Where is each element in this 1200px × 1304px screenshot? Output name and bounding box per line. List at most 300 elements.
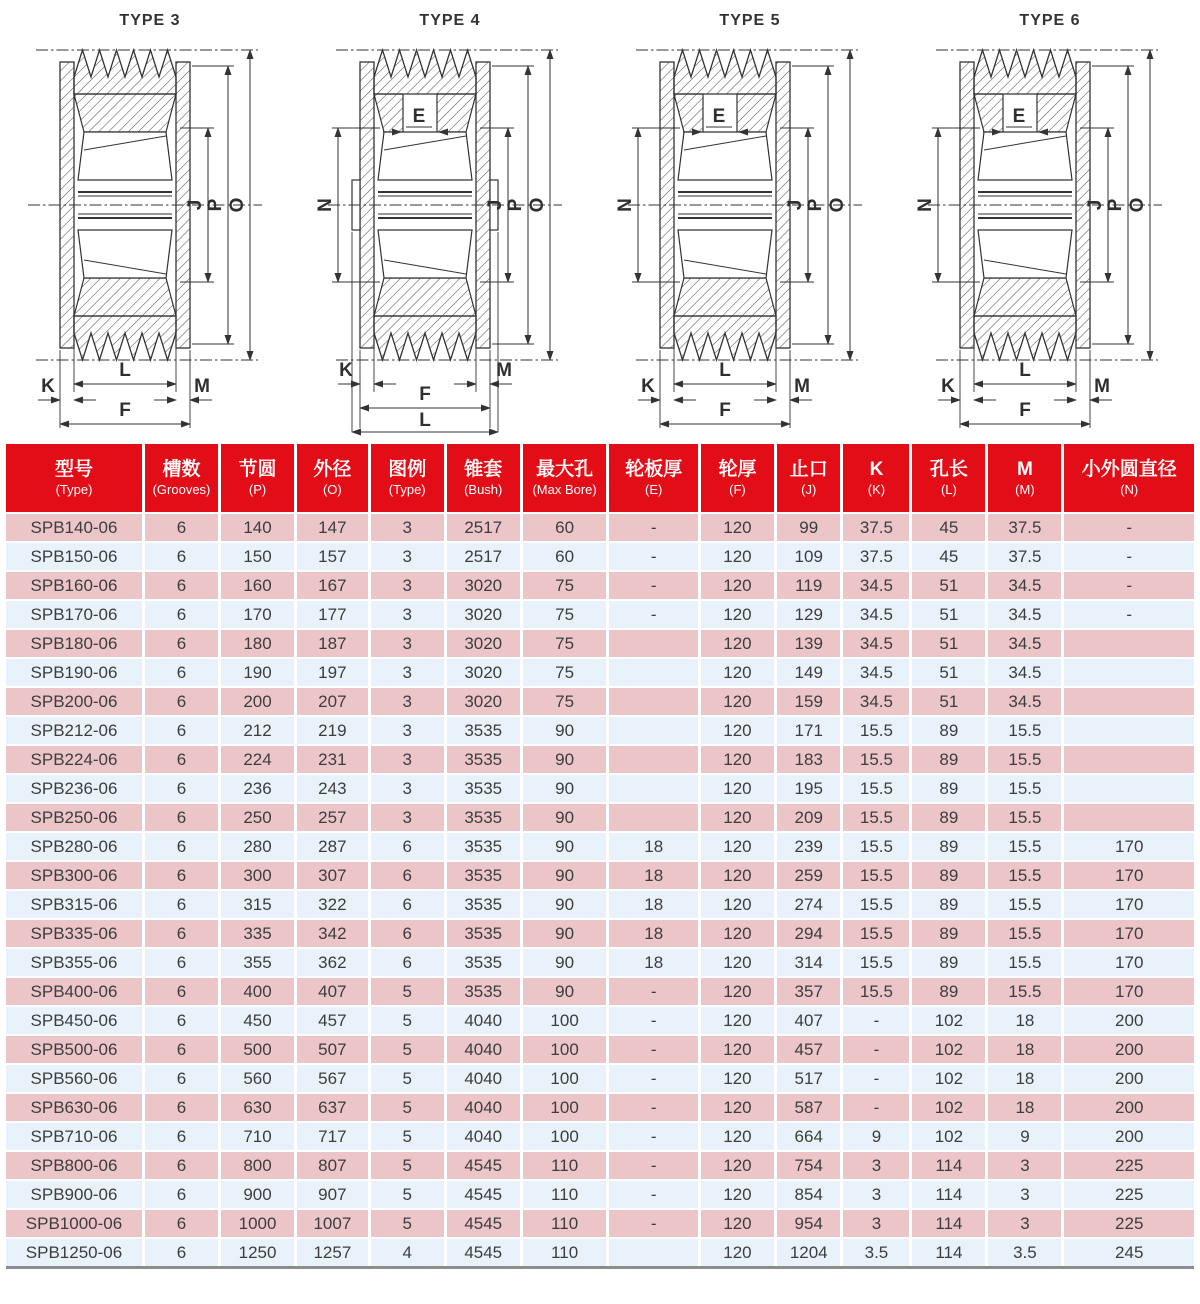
- dimension-label-L: L: [719, 360, 731, 381]
- column-header-zh: 小外圆直径: [1081, 459, 1177, 480]
- cell: 1007: [297, 1208, 371, 1237]
- cell: 587: [777, 1092, 844, 1121]
- cell: 3: [371, 570, 447, 599]
- column-header-0: [6, 444, 145, 512]
- cell: 34.5: [988, 657, 1064, 686]
- cell: SPB190-06: [6, 657, 145, 686]
- cell: 170: [1064, 831, 1194, 860]
- cell: 177: [297, 599, 371, 628]
- table-row: [6, 686, 1194, 715]
- cell: 99: [777, 512, 844, 541]
- cell: 170: [221, 599, 297, 628]
- column-header-13: [1064, 444, 1194, 512]
- cell: 4545: [447, 1237, 523, 1266]
- cell: 45: [912, 541, 988, 570]
- cell: 100: [523, 1005, 610, 1034]
- cell: 110: [523, 1150, 610, 1179]
- column-header-zh: 孔长: [929, 459, 968, 480]
- cell: 664: [777, 1121, 844, 1150]
- cell: 3: [843, 1150, 912, 1179]
- dimension-label-K: K: [41, 376, 55, 397]
- cell: 5: [371, 1092, 447, 1121]
- cell: SPB150-06: [6, 541, 145, 570]
- cell: 15.5: [843, 860, 912, 889]
- cell: 90: [523, 976, 610, 1005]
- cell: 89: [912, 976, 988, 1005]
- cell: 18: [609, 947, 700, 976]
- cell: 180: [221, 628, 297, 657]
- cell: 3535: [447, 773, 523, 802]
- cell: 4040: [447, 1005, 523, 1034]
- cell: [609, 744, 700, 773]
- cell: 139: [777, 628, 844, 657]
- cell: 6: [145, 947, 221, 976]
- cell: 34.5: [843, 570, 912, 599]
- cell: SPB212-06: [6, 715, 145, 744]
- dimension-label-P: P: [205, 198, 226, 212]
- cell: 450: [221, 1005, 297, 1034]
- cell: 15.5: [843, 976, 912, 1005]
- cell: 4040: [447, 1121, 523, 1150]
- cell: 102: [912, 1034, 988, 1063]
- spec-table: [6, 444, 1194, 1269]
- cell: 225: [1064, 1179, 1194, 1208]
- cell: 710: [221, 1121, 297, 1150]
- cell: 1204: [777, 1237, 844, 1266]
- cell: 200: [221, 686, 297, 715]
- cell: 75: [523, 628, 610, 657]
- cell: 200: [1064, 1063, 1194, 1092]
- table-row: [6, 773, 1194, 802]
- cell: 60: [523, 512, 610, 541]
- cell: 75: [523, 686, 610, 715]
- cell: 102: [912, 1063, 988, 1092]
- cell: 4040: [447, 1063, 523, 1092]
- diagram-title: TYPE 6: [1019, 12, 1081, 29]
- cell: 5: [371, 1034, 447, 1063]
- cell: -: [609, 1208, 700, 1237]
- column-header-en: (L): [940, 482, 957, 497]
- dimension-label-J: J: [485, 199, 506, 211]
- table-row: [6, 860, 1194, 889]
- cell: -: [1064, 541, 1194, 570]
- column-header-en: (Max Bore): [532, 482, 597, 497]
- cell: -: [843, 1092, 912, 1121]
- cell: 954: [777, 1208, 844, 1237]
- table-row: [6, 599, 1194, 628]
- cell: 6: [145, 976, 221, 1005]
- cell: 120: [701, 541, 777, 570]
- cell: [1064, 628, 1194, 657]
- cell: 6: [145, 715, 221, 744]
- cell: 5: [371, 1063, 447, 1092]
- cell: -: [609, 1179, 700, 1208]
- cell: 209: [777, 802, 844, 831]
- column-header-zh: 轮板厚: [625, 459, 683, 480]
- cell: -: [609, 541, 700, 570]
- dimension-label-M: M: [496, 360, 512, 381]
- cell: 157: [297, 541, 371, 570]
- cell: 322: [297, 889, 371, 918]
- cell: 37.5: [988, 512, 1064, 541]
- cell: 225: [1064, 1208, 1194, 1237]
- cell: 15.5: [843, 947, 912, 976]
- cell: -: [609, 570, 700, 599]
- cell: 5: [371, 1179, 447, 1208]
- cell: 114: [912, 1208, 988, 1237]
- cell: 34.5: [988, 628, 1064, 657]
- cell: 90: [523, 773, 610, 802]
- cell: 15.5: [843, 918, 912, 947]
- cell: 89: [912, 889, 988, 918]
- cell: SPB250-06: [6, 802, 145, 831]
- cell: 3: [371, 657, 447, 686]
- cell: 3020: [447, 686, 523, 715]
- dimension-label-L: L: [119, 360, 131, 381]
- cell: -: [609, 1150, 700, 1179]
- cell: 3535: [447, 831, 523, 860]
- dimension-label-P: P: [505, 198, 526, 212]
- cell: 3: [371, 744, 447, 773]
- column-header-11: [912, 444, 988, 512]
- column-header-en: (E): [645, 482, 663, 497]
- cell: 120: [701, 831, 777, 860]
- cell: 18: [988, 1063, 1064, 1092]
- cell: 18: [609, 860, 700, 889]
- cell: 357: [777, 976, 844, 1005]
- cell: 100: [523, 1092, 610, 1121]
- cell: 6: [371, 831, 447, 860]
- cell: 457: [297, 1005, 371, 1034]
- cell: 18: [609, 889, 700, 918]
- cell: 236: [221, 773, 297, 802]
- dimension-label-J: J: [1085, 199, 1106, 211]
- column-header-en: (O): [322, 482, 342, 497]
- cell: SPB280-06: [6, 831, 145, 860]
- cell: 120: [701, 976, 777, 1005]
- column-header-9: [777, 444, 844, 512]
- cell: 15.5: [988, 976, 1064, 1005]
- cell: 3: [371, 541, 447, 570]
- table-row: [6, 744, 1194, 773]
- cell: -: [609, 512, 700, 541]
- cell: 187: [297, 628, 371, 657]
- cell: 6: [145, 918, 221, 947]
- cell: [609, 657, 700, 686]
- cell: 307: [297, 860, 371, 889]
- cell: 457: [777, 1034, 844, 1063]
- cell: 257: [297, 802, 371, 831]
- column-header-en: (P): [248, 482, 267, 497]
- dimension-label-J: J: [185, 199, 206, 211]
- column-header-zh: M: [1017, 459, 1033, 480]
- cell: 15.5: [843, 715, 912, 744]
- cell: 3: [988, 1150, 1064, 1179]
- cell: 120: [701, 686, 777, 715]
- table-row: [6, 1092, 1194, 1121]
- cell: 300: [221, 860, 297, 889]
- column-header-en: (M): [1015, 482, 1035, 497]
- cell: 102: [912, 1092, 988, 1121]
- cell: 2517: [447, 541, 523, 570]
- cell: 120: [701, 1005, 777, 1034]
- cell: 800: [221, 1150, 297, 1179]
- cell: 3: [988, 1208, 1064, 1237]
- cell: SPB140-06: [6, 512, 145, 541]
- cell: 89: [912, 802, 988, 831]
- diagram-title: TYPE 5: [719, 12, 781, 29]
- column-header-1: [145, 444, 221, 512]
- cell: 120: [701, 1179, 777, 1208]
- cell: 4040: [447, 1034, 523, 1063]
- cell: 9: [988, 1121, 1064, 1150]
- cell: -: [609, 1092, 700, 1121]
- cell: 355: [221, 947, 297, 976]
- dimension-label-K: K: [941, 376, 955, 397]
- cell: 45: [912, 512, 988, 541]
- cell: 3: [843, 1208, 912, 1237]
- table-row: [6, 715, 1194, 744]
- cell: 6: [145, 628, 221, 657]
- table-row: [6, 1005, 1194, 1034]
- cell: 3: [371, 715, 447, 744]
- cell: 3535: [447, 947, 523, 976]
- dimension-label-E: E: [412, 106, 426, 127]
- column-header-zh: 节圆: [238, 459, 277, 480]
- table-row: [6, 541, 1194, 570]
- cell: 6: [145, 1005, 221, 1034]
- cell: 120: [701, 657, 777, 686]
- dimension-label-P: P: [1105, 198, 1126, 212]
- cell: [1064, 773, 1194, 802]
- cell: 90: [523, 831, 610, 860]
- cell: 170: [1064, 889, 1194, 918]
- cell: 3: [371, 628, 447, 657]
- cell: 3535: [447, 918, 523, 947]
- cell: 18: [609, 918, 700, 947]
- cell: 120: [701, 744, 777, 773]
- cell: SPB500-06: [6, 1034, 145, 1063]
- cell: 89: [912, 831, 988, 860]
- table-row: [6, 976, 1194, 1005]
- cell: 400: [221, 976, 297, 1005]
- cell: 120: [701, 715, 777, 744]
- cell: 15.5: [988, 947, 1064, 976]
- cell: 212: [221, 715, 297, 744]
- dimension-label-E: E: [1012, 106, 1026, 127]
- cell: 120: [701, 1150, 777, 1179]
- dimension-label-K: K: [641, 376, 655, 397]
- cell: 90: [523, 860, 610, 889]
- column-header-6: [523, 444, 610, 512]
- cell: SPB630-06: [6, 1092, 145, 1121]
- cell: 140: [221, 512, 297, 541]
- cell: 560: [221, 1063, 297, 1092]
- table-row: [6, 512, 1194, 541]
- cell: 280: [221, 831, 297, 860]
- dimension-label-O: O: [227, 197, 248, 213]
- cell: 18: [988, 1005, 1064, 1034]
- cell: -: [609, 1034, 700, 1063]
- cell: [609, 773, 700, 802]
- pulley-drawing: [300, 32, 600, 442]
- column-header-zh: 槽数: [162, 459, 201, 480]
- cell: 1000: [221, 1208, 297, 1237]
- pulley-diagram-type-5: [600, 6, 900, 442]
- cell: 3020: [447, 599, 523, 628]
- cell: 507: [297, 1034, 371, 1063]
- column-header-zh: 止口: [789, 459, 828, 480]
- cell: 807: [297, 1150, 371, 1179]
- dimension-label-O: O: [827, 197, 848, 213]
- cell: 102: [912, 1005, 988, 1034]
- cell: 34.5: [843, 599, 912, 628]
- cell: 630: [221, 1092, 297, 1121]
- cell: 167: [297, 570, 371, 599]
- cell: 90: [523, 918, 610, 947]
- dimension-label-E: E: [712, 106, 726, 127]
- cell: 3535: [447, 715, 523, 744]
- cell: 120: [701, 802, 777, 831]
- cell: 500: [221, 1034, 297, 1063]
- cell: 15.5: [843, 773, 912, 802]
- dimension-label-M: M: [194, 376, 210, 397]
- pulley-drawing: [900, 32, 1200, 442]
- cell: 4545: [447, 1150, 523, 1179]
- cell: 160: [221, 570, 297, 599]
- dimension-label-F: F: [719, 400, 731, 421]
- cell: 120: [701, 889, 777, 918]
- cell: 6: [145, 1237, 221, 1266]
- cell: SPB236-06: [6, 773, 145, 802]
- cell: -: [1064, 512, 1194, 541]
- cell: SPB355-06: [6, 947, 145, 976]
- cell: 3020: [447, 657, 523, 686]
- column-header-zh: 锥套: [464, 459, 503, 480]
- cell: -: [609, 599, 700, 628]
- cell: [1064, 802, 1194, 831]
- pulley-drawing: [0, 32, 300, 442]
- cell: 120: [701, 570, 777, 599]
- cell: SPB800-06: [6, 1150, 145, 1179]
- cell: 15.5: [988, 773, 1064, 802]
- cell: 15.5: [843, 802, 912, 831]
- cell: 190: [221, 657, 297, 686]
- cell: 120: [701, 512, 777, 541]
- cell: 2517: [447, 512, 523, 541]
- cell: [1064, 686, 1194, 715]
- cell: 37.5: [843, 512, 912, 541]
- cell: 75: [523, 570, 610, 599]
- table-row: [6, 1121, 1194, 1150]
- cell: 15.5: [988, 918, 1064, 947]
- dimension-label-L: L: [419, 410, 431, 431]
- cell: 287: [297, 831, 371, 860]
- cell: 3020: [447, 570, 523, 599]
- cell: 200: [1064, 1005, 1194, 1034]
- pulley-diagram-type-3: [0, 6, 300, 442]
- diagram-title: TYPE 3: [119, 12, 181, 29]
- table-row: [6, 802, 1194, 831]
- cell: 4040: [447, 1092, 523, 1121]
- cell: 170: [1064, 976, 1194, 1005]
- cell: 6: [145, 831, 221, 860]
- cell: [609, 1237, 700, 1266]
- cell: SPB170-06: [6, 599, 145, 628]
- cell: 120: [701, 918, 777, 947]
- cell: 75: [523, 657, 610, 686]
- cell: 120: [701, 860, 777, 889]
- cell: 6: [371, 889, 447, 918]
- cell: 120: [701, 1121, 777, 1150]
- cell: 6: [371, 860, 447, 889]
- column-header-5: [447, 444, 523, 512]
- cell: 100: [523, 1034, 610, 1063]
- table-row: [6, 1179, 1194, 1208]
- column-header-en: (K): [867, 482, 886, 497]
- cell: 4545: [447, 1179, 523, 1208]
- cell: 6: [145, 570, 221, 599]
- technical-diagrams: [0, 0, 1200, 444]
- table-row: [6, 918, 1194, 947]
- cell: 170: [1064, 918, 1194, 947]
- cell: 854: [777, 1179, 844, 1208]
- pulley-diagram-type-6: [900, 6, 1200, 442]
- cell: 6: [145, 686, 221, 715]
- cell: 170: [1064, 947, 1194, 976]
- cell: 34.5: [843, 686, 912, 715]
- header-row: [6, 444, 1194, 512]
- column-header-en: (Type): [388, 482, 426, 497]
- cell: 3: [371, 773, 447, 802]
- cell: 51: [912, 686, 988, 715]
- cell: 195: [777, 773, 844, 802]
- column-header-zh: 图例: [388, 459, 427, 480]
- cell: 100: [523, 1063, 610, 1092]
- cell: 90: [523, 802, 610, 831]
- cell: SPB315-06: [6, 889, 145, 918]
- cell: 34.5: [843, 657, 912, 686]
- dimension-label-K: K: [339, 360, 353, 381]
- cell: 90: [523, 744, 610, 773]
- cell: 315: [221, 889, 297, 918]
- cell: 15.5: [843, 744, 912, 773]
- column-header-en: (J): [801, 482, 817, 497]
- column-header-3: [297, 444, 371, 512]
- cell: 37.5: [843, 541, 912, 570]
- cell: 225: [1064, 1150, 1194, 1179]
- dimension-label-O: O: [1127, 197, 1148, 213]
- cell: 754: [777, 1150, 844, 1179]
- cell: 3535: [447, 860, 523, 889]
- cell: 3: [371, 802, 447, 831]
- cell: SPB450-06: [6, 1005, 145, 1034]
- cell: 1250: [221, 1237, 297, 1266]
- cell: 6: [145, 1063, 221, 1092]
- cell: 120: [701, 1063, 777, 1092]
- cell: 34.5: [988, 599, 1064, 628]
- cell: 4545: [447, 1208, 523, 1237]
- cell: 114: [912, 1150, 988, 1179]
- table-row: [6, 1208, 1194, 1237]
- table-row: [6, 628, 1194, 657]
- column-header-en: (F): [729, 482, 746, 497]
- cell: 171: [777, 715, 844, 744]
- cell: 89: [912, 918, 988, 947]
- cell: 200: [1064, 1121, 1194, 1150]
- cell: 15.5: [988, 889, 1064, 918]
- cell: 335: [221, 918, 297, 947]
